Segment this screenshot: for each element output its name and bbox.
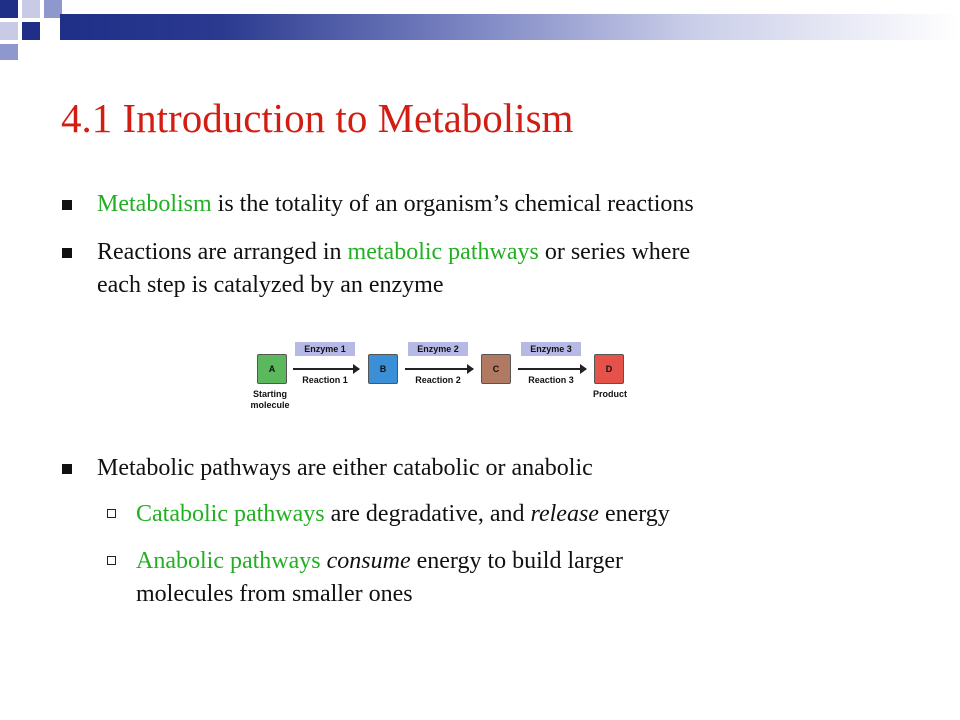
metabolic-pathway-diagram <box>245 340 645 420</box>
hollow-square-bullet-icon <box>107 556 116 565</box>
reaction-1-label: Reaction 1 <box>302 375 348 385</box>
reaction-2-arrow <box>405 368 473 370</box>
node-c: C <box>481 354 511 384</box>
bullet-square-icon <box>62 200 72 210</box>
node-d: D <box>594 354 624 384</box>
term-metabolism: Metabolism <box>97 191 212 217</box>
corner-square-row2-left <box>0 22 18 40</box>
corner-square-row3 <box>0 44 18 60</box>
sub-bullet-catabolic: Catabolic pathways are degradative, and release energy <box>107 498 927 531</box>
hollow-square-bullet-icon <box>107 509 116 518</box>
corner-square-top-left <box>0 0 18 18</box>
emphasis-release: release <box>530 501 599 527</box>
bullet-catabolic-anabolic: Metabolic pathways are either catabolic or anabolic <box>62 452 922 485</box>
slide-title: 4.1 Introduction to Metabolism <box>61 95 574 141</box>
enzyme-3-label: Enzyme 3 <box>521 342 581 356</box>
reaction-3-label: Reaction 3 <box>528 375 574 385</box>
bullet-metabolic-pathways: Reactions are arranged in metabolic pathways or series where each step is catalyzed by an enzyme <box>62 236 922 302</box>
product-caption: Product <box>592 389 627 399</box>
corner-square-top-middle <box>22 0 40 18</box>
node-a: A <box>257 354 287 384</box>
term-metabolic-pathways: metabolic pathways <box>347 239 539 265</box>
emphasis-consume: consume <box>326 548 411 574</box>
reaction-3-arrow <box>518 368 586 370</box>
bullet-square-icon <box>62 248 72 258</box>
bullet-square-icon <box>62 464 72 474</box>
node-b: B <box>368 354 398 384</box>
sub-bullet-anabolic: Anabolic pathways consume energy to build larger molecules from smaller ones <box>107 545 927 611</box>
reaction-1-arrow <box>293 368 359 370</box>
starting-molecule-caption: Starting molecule <box>250 389 290 410</box>
reaction-2-label: Reaction 2 <box>415 375 461 385</box>
enzyme-2-label: Enzyme 2 <box>408 342 468 356</box>
term-anabolic-pathways: Anabolic pathways <box>136 548 321 574</box>
bullet-metabolism-definition: Metabolism is the totality of an organism’s chemical reactions <box>62 188 922 221</box>
corner-square-row2-right <box>22 22 40 40</box>
term-catabolic-pathways: Catabolic pathways <box>136 501 325 527</box>
header-gradient-bar <box>60 14 960 40</box>
enzyme-1-label: Enzyme 1 <box>295 342 355 356</box>
